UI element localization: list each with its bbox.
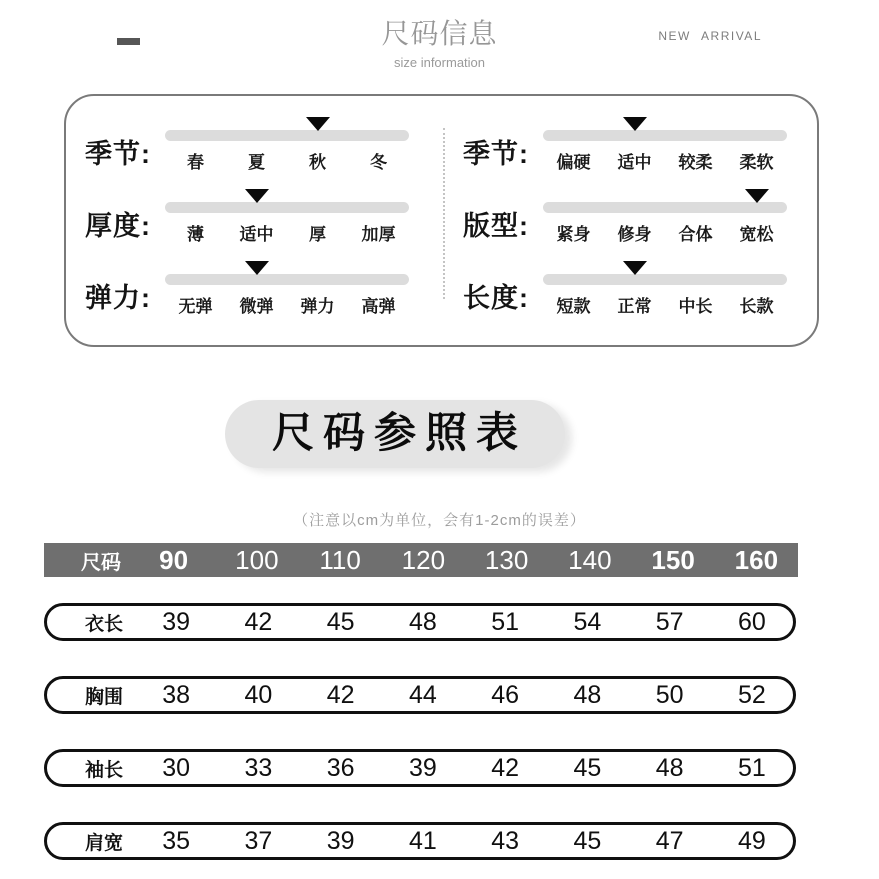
row-value: 44	[408, 680, 437, 709]
page-title: 尺码信息	[381, 18, 498, 49]
marker-triangle-icon	[623, 261, 647, 275]
row-label: 衣长	[84, 613, 123, 635]
slider-option-label: 紧身	[556, 225, 591, 244]
attribute-label: 季节:	[463, 139, 529, 169]
attributes-column-left	[66, 122, 440, 338]
size-table-header-row	[44, 543, 798, 577]
row-value: 42	[326, 680, 355, 709]
attribute-row-fit	[440, 194, 814, 266]
slider-track	[543, 274, 787, 285]
slider-option-label: 夏	[248, 153, 265, 172]
slider-track	[165, 274, 409, 285]
attribute-slider	[165, 128, 409, 173]
size-header-cell: 130	[484, 544, 529, 575]
size-header-cell: 160	[734, 544, 779, 575]
marker-triangle-icon	[245, 189, 269, 203]
size-header-cell: 120	[401, 544, 446, 575]
row-value: 39	[326, 826, 355, 855]
row-value: 38	[162, 680, 191, 709]
slider-option-label: 偏硬	[556, 153, 591, 172]
slider-options	[165, 220, 409, 245]
row-value: 49	[737, 826, 766, 855]
row-value: 39	[162, 607, 191, 636]
slider-option-label: 宽松	[739, 225, 774, 244]
row-value: 45	[573, 826, 602, 855]
slider-track	[543, 202, 787, 213]
new-arrival-badge: NEW ARRIVAL	[658, 29, 762, 43]
slider-option-label: 厚	[309, 225, 326, 244]
attribute-row-length	[440, 266, 814, 338]
attribute-slider	[165, 272, 409, 317]
slider-option-label: 薄	[187, 225, 204, 244]
attribute-label: 厚度:	[85, 211, 151, 241]
slider-track	[165, 130, 409, 141]
attribute-row-thickness	[66, 194, 440, 266]
row-value: 40	[244, 680, 273, 709]
marker-triangle-icon	[623, 117, 647, 131]
row-label: 胸围	[84, 686, 123, 708]
marker-triangle-icon	[245, 261, 269, 275]
attribute-slider	[543, 128, 787, 173]
table-row	[44, 676, 796, 714]
attributes-box	[64, 94, 819, 347]
slider-option-label: 微弹	[239, 297, 274, 316]
slider-option-label: 冬	[370, 153, 387, 172]
row-label: 肩宽	[84, 832, 123, 854]
attribute-slider	[543, 200, 787, 245]
slider-option-label: 适中	[239, 225, 274, 244]
row-value: 48	[573, 680, 602, 709]
slider-option-label: 无弹	[178, 297, 213, 316]
row-value: 42	[491, 753, 520, 782]
slider-option-label: 合体	[678, 225, 713, 244]
slider-option-label: 较柔	[678, 153, 713, 172]
slider-options	[543, 292, 787, 317]
row-value: 30	[162, 753, 191, 782]
row-value: 48	[408, 607, 437, 636]
size-header-cell: 110	[319, 544, 361, 575]
reference-table-title: 尺码参照表	[225, 400, 565, 468]
marker-triangle-icon	[745, 189, 769, 203]
unit-note: （注意以cm为单位，会有1-2cm的误差）	[293, 512, 586, 529]
attribute-slider	[543, 272, 787, 317]
row-value: 37	[244, 826, 273, 855]
size-header-cell: 90	[159, 544, 189, 575]
attribute-slider	[165, 200, 409, 245]
row-value: 33	[244, 753, 273, 782]
slider-option-label: 修身	[617, 225, 652, 244]
attribute-label: 季节:	[85, 139, 151, 169]
row-value: 39	[408, 753, 437, 782]
attribute-label: 长度:	[463, 283, 529, 313]
row-value: 51	[491, 607, 520, 636]
slider-option-label: 短款	[556, 297, 591, 316]
row-value: 57	[655, 607, 684, 636]
table-row	[44, 822, 796, 860]
size-header-cell: 140	[568, 544, 612, 575]
slider-option-label: 秋	[309, 153, 326, 172]
row-value: 51	[737, 753, 766, 782]
slider-options	[165, 292, 409, 317]
slider-option-label: 正常	[617, 297, 652, 316]
size-table-rows	[44, 603, 798, 879]
slider-option-label: 弹力	[300, 297, 335, 316]
attributes-column-right	[440, 122, 814, 338]
row-value: 41	[408, 826, 437, 855]
attribute-label: 弹力:	[85, 283, 151, 313]
table-row	[44, 603, 796, 641]
row-value: 45	[573, 753, 602, 782]
attribute-label: 版型:	[463, 211, 529, 241]
row-value: 46	[491, 680, 520, 709]
slider-options	[165, 148, 409, 173]
attribute-row-elasticity	[66, 266, 440, 338]
slider-options	[543, 148, 787, 173]
row-label: 袖长	[84, 759, 123, 781]
slider-option-label: 长款	[739, 297, 774, 316]
slider-track	[543, 130, 787, 141]
slider-option-label: 中长	[678, 297, 713, 316]
slider-option-label: 高弹	[361, 297, 396, 316]
slider-option-label: 加厚	[361, 225, 396, 244]
row-value: 47	[655, 826, 684, 855]
attribute-row-season	[66, 122, 440, 194]
slider-option-label: 柔软	[739, 153, 774, 172]
row-value: 48	[655, 753, 684, 782]
row-value: 54	[573, 607, 602, 636]
size-header-cell: 150	[651, 544, 695, 575]
row-value: 43	[491, 826, 520, 855]
size-header-label: 尺码	[81, 551, 121, 574]
table-row	[44, 749, 796, 787]
marker-triangle-icon	[306, 117, 330, 131]
row-value: 60	[737, 607, 766, 636]
row-value: 50	[655, 680, 684, 709]
slider-track	[165, 202, 409, 213]
row-value: 52	[737, 680, 766, 709]
row-value: 42	[244, 607, 273, 636]
slider-option-label: 春	[187, 153, 204, 172]
row-value: 45	[326, 607, 355, 636]
row-value: 35	[162, 826, 191, 855]
slider-option-label: 适中	[617, 153, 652, 172]
attribute-row-softness	[440, 122, 814, 194]
size-header-cell: 100	[235, 544, 279, 575]
page-subtitle: size information	[393, 55, 486, 70]
row-value: 36	[326, 753, 355, 782]
slider-options	[543, 220, 787, 245]
